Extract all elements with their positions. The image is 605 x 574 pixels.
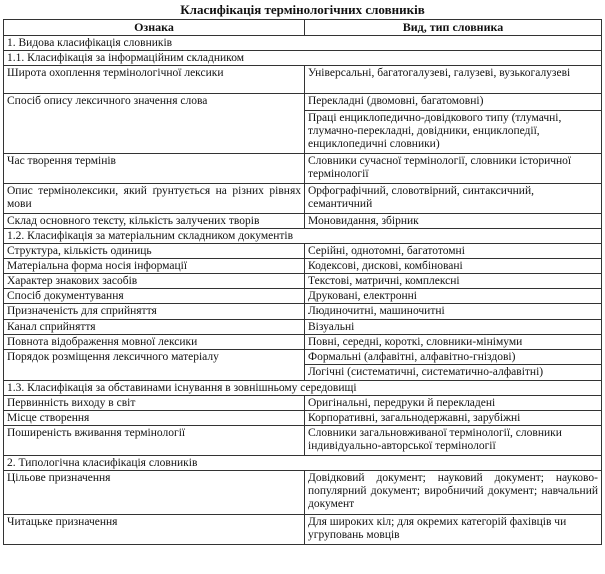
feature-cell: Призначеність для сприйняття: [4, 304, 305, 320]
section-row: [4, 229, 602, 244]
table-row: [4, 94, 602, 111]
dictionary-type-cell: Друковані, електронні: [305, 289, 602, 304]
feature-cell: Цільове призначення: [4, 471, 305, 515]
feature-cell: Первинність виходу в світ: [4, 396, 305, 411]
header-feature: Ознака: [4, 20, 305, 36]
dictionary-type-cell: Словники загальновживаної термінології, словники індивідуально-авторської термінології: [305, 426, 602, 456]
feature-cell: Порядок розміщення лексичного матеріалу: [4, 350, 305, 381]
dictionary-type-cell: Оригінальні, передруки й перекладені: [305, 396, 602, 411]
dictionary-type-cell: Людиночитні, машиночитні: [305, 304, 602, 320]
section-heading: 1.3. Класифікація за обставинами існування в зовнішньому середовищі: [4, 381, 602, 396]
table-row: [4, 426, 602, 456]
feature-cell: Опис термінолексики, який ґрунтується на різних рівнях мови: [4, 184, 305, 214]
feature-cell: Широта охоплення термінологічної лексики: [4, 66, 305, 94]
feature-cell: Спосіб документування: [4, 289, 305, 304]
table-row: [4, 304, 602, 320]
feature-cell: Спосіб опису лексичного значення слова: [4, 94, 305, 154]
dictionary-type-cell: Кодексові, дискові, комбіновані: [305, 259, 602, 274]
dictionary-type-cell: Корпоративні, загальнодержавні, зарубіжні: [305, 411, 602, 426]
feature-cell: Характер знакових засобів: [4, 274, 305, 289]
table-row: [4, 320, 602, 335]
section-heading: 1.1. Класифікація за інформаційним складником: [4, 51, 602, 66]
table-row: [4, 214, 602, 229]
section-row: [4, 381, 602, 396]
dictionary-type-cell: Моновидання, збірник: [305, 214, 602, 229]
dictionary-classification-table: [3, 19, 602, 545]
dictionary-type-cell: Словники сучасної термінології, словники історичної термінології: [305, 154, 602, 184]
table-row: [4, 471, 602, 515]
dictionary-type-cell: Перекладні (двомовні, багатомовні): [305, 94, 602, 111]
dictionary-type-cell: Серійні, однотомні, багатотомні: [305, 244, 602, 259]
dictionary-type-cell: Візуальні: [305, 320, 602, 335]
table-row: [4, 66, 602, 94]
section-row: [4, 51, 602, 66]
dictionary-type-cell: Універсальні, багатогалузеві, галузеві, вузькогалузеві: [305, 66, 602, 94]
section-row: [4, 456, 602, 471]
table-row: [4, 396, 602, 411]
feature-cell: Час творення термінів: [4, 154, 305, 184]
feature-cell: Структура, кількість одиниць: [4, 244, 305, 259]
dictionary-type-cell: Текстові, матричні, комплексні: [305, 274, 602, 289]
table-header-row: [4, 20, 602, 36]
section-heading: 1. Видова класифікація словників: [4, 36, 602, 51]
header-dictionary-type: Вид, тип словника: [305, 20, 602, 36]
dictionary-type-cell: Праці енциклопедично-довідкового типу (тлумачні, тлумачно-перекладні, довідники, енциклопедії, енциклопедичні словники): [305, 111, 602, 154]
table-row: [4, 244, 602, 259]
dictionary-type-cell: Повні, середні, короткі, словники-мінімуми: [305, 335, 602, 350]
section-heading: 1.2. Класифікація за матеріальним складником документів: [4, 229, 602, 244]
table-row: [4, 289, 602, 304]
document-title: Класифікація термінологічних словників: [180, 2, 425, 17]
feature-cell: Поширеність вживання термінології: [4, 426, 305, 456]
section-row: [4, 36, 602, 51]
feature-cell: Канал сприйняття: [4, 320, 305, 335]
feature-cell: Повнота відображення мовної лексики: [4, 335, 305, 350]
table-row: [4, 154, 602, 184]
table-row: [4, 515, 602, 545]
dictionary-type-cell: Для широких кіл; для окремих категорій фахівців чи угруповань мовців: [305, 515, 602, 545]
table-row: [4, 259, 602, 274]
table-row: [4, 274, 602, 289]
dictionary-type-cell: Довідковий документ; науковий документ; науково-популярний документ; виробничий документ; навчальний документ: [305, 471, 602, 515]
feature-cell: Читацьке призначення: [4, 515, 305, 545]
dictionary-type-cell: Формальні (алфавітні, алфавітно-гніздові): [305, 350, 602, 365]
table-row: [4, 184, 602, 214]
table-row: [4, 350, 602, 365]
feature-cell: Матеріальна форма носія інформації: [4, 259, 305, 274]
table-body: [4, 36, 602, 545]
table-row: [4, 335, 602, 350]
dictionary-type-cell: Орфографічний, словотвірний, синтаксичний, семантичний: [305, 184, 602, 214]
table-row: [4, 411, 602, 426]
dictionary-type-cell: Логічні (систематичні, систематично-алфавітні): [305, 365, 602, 381]
feature-cell: Місце створення: [4, 411, 305, 426]
feature-cell: Склад основного тексту, кількість залучених творів: [4, 214, 305, 229]
section-heading: 2. Типологічна класифікація словників: [4, 456, 602, 471]
